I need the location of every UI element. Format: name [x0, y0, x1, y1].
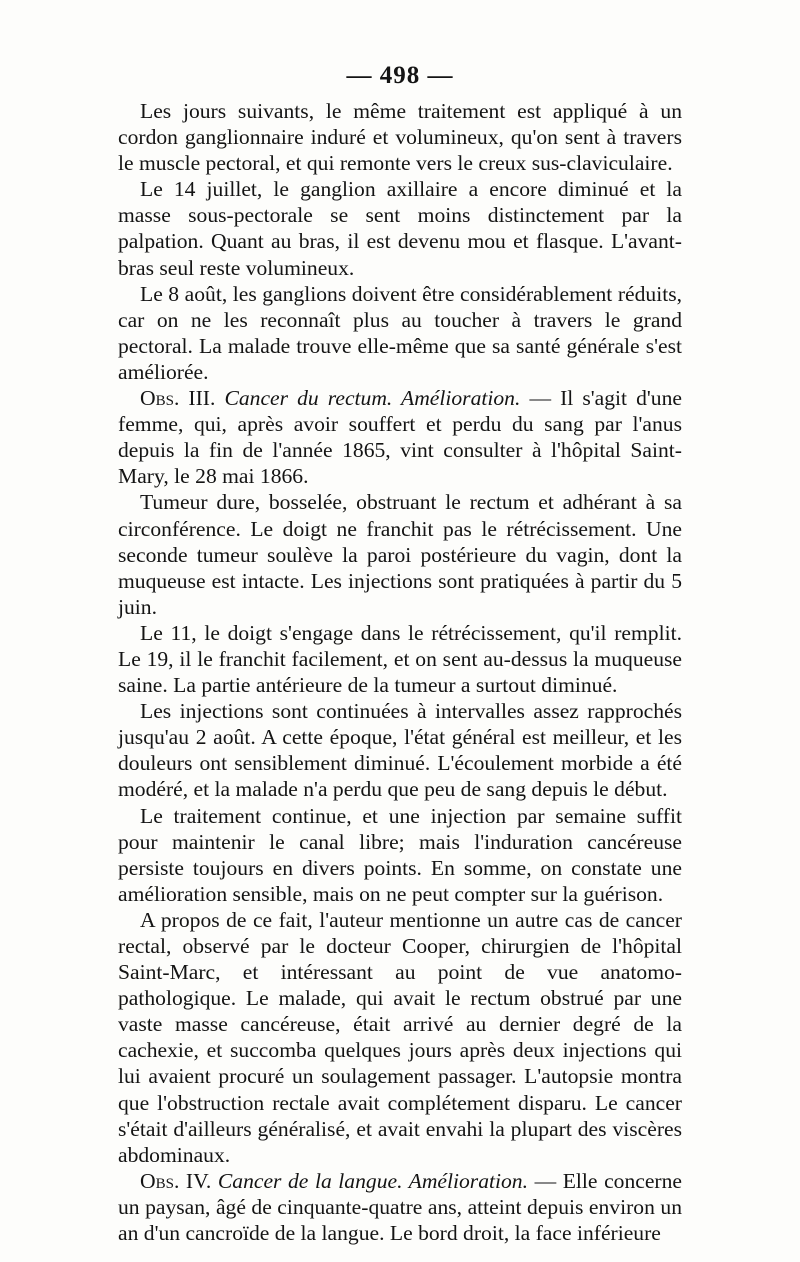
- paragraph: [118, 98, 682, 176]
- paragraph: [118, 803, 682, 907]
- observation-paragraph: [118, 385, 682, 489]
- paragraph-text: A propos de ce fait, l'auteur mentionne un autre cas de cancer rectal, observé par le docteur Cooper, chirurgien de l'hôpital Saint-Marc, et intéressant au point de vue anatomo-pathologique. Le malade, qui avait le rectum obstrué par une vaste masse cancéreuse, était arrivé au dernier degré de la cachexie, et succomba quelques jours après deux injections qui lui avaient procuré un soulagement passager. L'autopsie montra que l'obstruction rectale avait complétement disparu. Le cancer s'était d'ailleurs généralisé, et avait envahi la plupart des viscères abdominaux.: [118, 907, 682, 1167]
- observation-paragraph: [118, 1168, 682, 1246]
- paragraph-text: Le traitement continue, et une injection par semaine suffit pour maintenir le canal libre; mais l'induration cancéreuse persiste toujours en divers points. En somme, on constate une amélioration sensible, mais on ne peut compter sur la guérison.: [118, 803, 682, 906]
- paragraph-text: Tumeur dure, bosselée, obstruant le rectum et adhérant à sa circonférence. Le doigt ne franchit pas le rétrécissement. Une seconde tumeur soulève la paroi postérieure du vagin, dont la muqueuse est intacte. Les injections sont pratiquées à partir du 5 juin.: [118, 490, 682, 619]
- paragraph: [118, 281, 682, 385]
- page-number: — 498 —: [346, 62, 454, 89]
- paragraph-text: Le 8 août, les ganglions doivent être considérablement réduits, car on ne les reconnaît plus au toucher à travers le grand pectoral. La malade trouve elle-même que sa santé générale s'est améliorée.: [118, 281, 682, 384]
- body-text: [118, 98, 682, 1246]
- paragraph-text: Le 14 juillet, le ganglion axillaire a encore diminué et la masse sous-pectorale se sent moins distinctement par la palpation. Quant au bras, il est devenu mou et flasque. L'avant-bras seul reste volumineux.: [118, 177, 682, 280]
- paragraph-text: Les jours suivants, le même traitement est appliqué à un cordon ganglionnaire induré et volumineux, qu'on sent à travers le muscle pectoral, et qui remonte vers le creux sus-claviculaire.: [118, 99, 682, 176]
- paragraph: [118, 620, 682, 698]
- paragraph: [118, 176, 682, 280]
- observation-title: Cancer du rectum. Amélioration.: [224, 386, 521, 411]
- observation-label: Obs. III.: [140, 386, 216, 411]
- paragraph-text: — Il s'agit d'une femme, qui, après avoir souffert et perdu du sang par l'anus depuis la fin de l'année 1865, vint consulter à l'hôpital Saint-Mary, le 28 mai 1866.: [118, 386, 682, 489]
- paragraph: [118, 907, 682, 1168]
- observation-label: Obs. IV.: [140, 1168, 212, 1193]
- paragraph: [118, 489, 682, 619]
- paragraph: [118, 698, 682, 802]
- paragraph-text: — Elle concerne un paysan, âgé de cinquante-quatre ans, atteint depuis environ un an d'un cancroïde de la langue. Le bord droit, la face inférieure: [118, 1168, 682, 1246]
- paragraph-text: Le 11, le doigt s'engage dans le rétrécissement, qu'il remplit. Le 19, il le franchit facilement, et on sent au-dessus la muqueuse saine. La partie antérieure de la tumeur a surtout diminué.: [118, 620, 682, 698]
- paragraph-text: Les injections sont continuées à intervalles assez rapprochés jusqu'au 2 août. A cette époque, l'état général est meilleur, et les douleurs ont sensiblement diminué. L'écoulement morbide a été modéré, et la malade n'a perdu que peu de sang depuis le début.: [118, 699, 682, 802]
- observation-title: Cancer de la langue. Amélioration.: [217, 1168, 529, 1193]
